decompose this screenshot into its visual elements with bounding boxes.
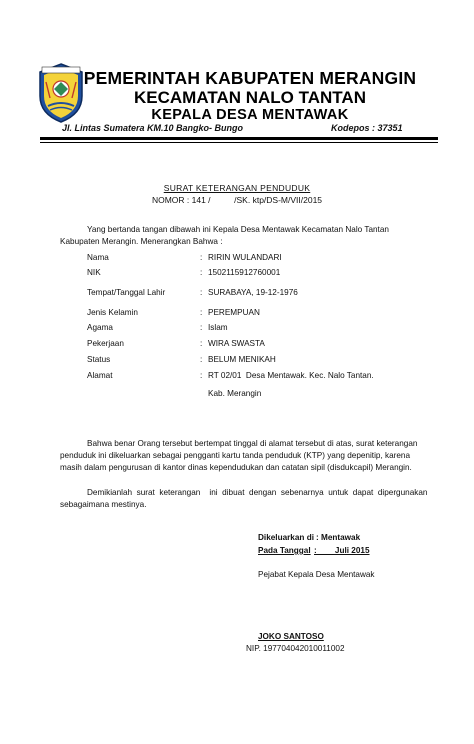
letterhead-district: KECAMATAN NALO TANTAN xyxy=(134,88,366,107)
letterhead-village-head: KEPALA DESA MENTAWAK xyxy=(151,107,349,123)
intro-text-line1: Yang bertanda tangan dibawah ini Kepala Desa Mentawak Kecamatan Nalo Tantan xyxy=(87,225,389,234)
field-colon: : xyxy=(200,371,203,380)
letterhead-government: PEMERINTAH KABUPATEN MERANGIN xyxy=(83,68,417,88)
field-value-nama: RIRIN WULANDARI xyxy=(208,253,282,262)
field-colon: : xyxy=(200,288,203,297)
paragraph-closing-line2: sebagaimana mestinya. xyxy=(60,500,147,509)
official-title: Pejabat Kepala Desa Mentawak xyxy=(258,570,375,579)
field-colon: : xyxy=(200,323,203,332)
intro-text-line2: Kabupaten Merangin. Menerangkan Bahwa : xyxy=(60,237,223,246)
field-value-agama: Islam xyxy=(208,323,228,332)
field-value-ttl: SURABAYA, 19-12-1976 xyxy=(208,288,298,297)
field-value-nik: 1502115912760001 xyxy=(208,268,281,277)
letterhead-rule-thin xyxy=(40,142,438,143)
field-label-agama: Agama xyxy=(87,323,113,332)
field-label-pekerjaan: Pekerjaan xyxy=(87,339,124,348)
field-label-alamat: Alamat xyxy=(87,371,113,380)
field-label-ttl: Tempat/Tanggal Lahir xyxy=(87,288,166,297)
letterhead-address: Jl. Lintas Sumatera KM.10 Bangko- Bungo xyxy=(62,123,244,133)
field-value-status: BELUM MENIKAH xyxy=(208,355,276,364)
signer-nip: NIP. 197704042010011002 xyxy=(246,644,345,653)
letterhead-postcode: Kodepos : 37351 xyxy=(331,123,403,133)
field-value-pekerjaan: WIRA SWASTA xyxy=(208,339,265,348)
field-label-jenis-kelamin: Jenis Kelamin xyxy=(87,308,138,317)
paragraph-statement-line3: masih dalam pengurusan di kantor dinas kependudukan dan catatan sipil (disdukcapil) Merangin. xyxy=(60,463,412,472)
field-label-nama: Nama xyxy=(87,253,109,262)
field-value-jenis-kelamin: PEREMPUAN xyxy=(208,308,260,317)
issued-date-label: Pada Tanggal xyxy=(258,546,311,555)
issued-date-value: : Juli 2015 xyxy=(314,546,370,555)
regency-emblem-icon xyxy=(38,62,84,124)
document-number: NOMOR : 141 / /SK. ktp/DS-M/VII/2015 xyxy=(151,195,323,205)
field-value-alamat: RT 02/01 Desa Mentawak. Kec. Nalo Tantan. xyxy=(208,371,374,380)
field-colon: : xyxy=(200,253,203,262)
letterhead-rule-thick xyxy=(40,137,438,140)
issued-place-label: Dikeluarkan di xyxy=(258,533,314,542)
field-colon: : xyxy=(200,308,203,317)
field-colon: : xyxy=(200,355,203,364)
issued-place-value: : Mentawak xyxy=(316,533,361,542)
field-value-alamat-line2: Kab. Merangin xyxy=(208,389,262,398)
field-colon: : xyxy=(200,268,203,277)
paragraph-statement-line2: penduduk ini dikeluarkan sebagai pengganti kartu tanda penduduk (KTP) yang depenitip, karena xyxy=(60,451,411,460)
paragraph-closing-line1: Demikianlah surat keterangan ini dibuat dengan sebenarnya untuk dapat dipergunakan xyxy=(87,488,428,497)
document-title: SURAT KETERANGAN PENDUDUK xyxy=(163,183,311,193)
field-label-status: Status xyxy=(87,355,111,364)
signer-name: JOKO SANTOSO xyxy=(258,632,324,641)
field-label-nik: NIK xyxy=(87,268,101,277)
field-colon: : xyxy=(200,339,203,348)
paragraph-statement-line1: Bahwa benar Orang tersebut bertempat tinggal di alamat tersebut di atas, surat keterangan xyxy=(87,439,418,448)
